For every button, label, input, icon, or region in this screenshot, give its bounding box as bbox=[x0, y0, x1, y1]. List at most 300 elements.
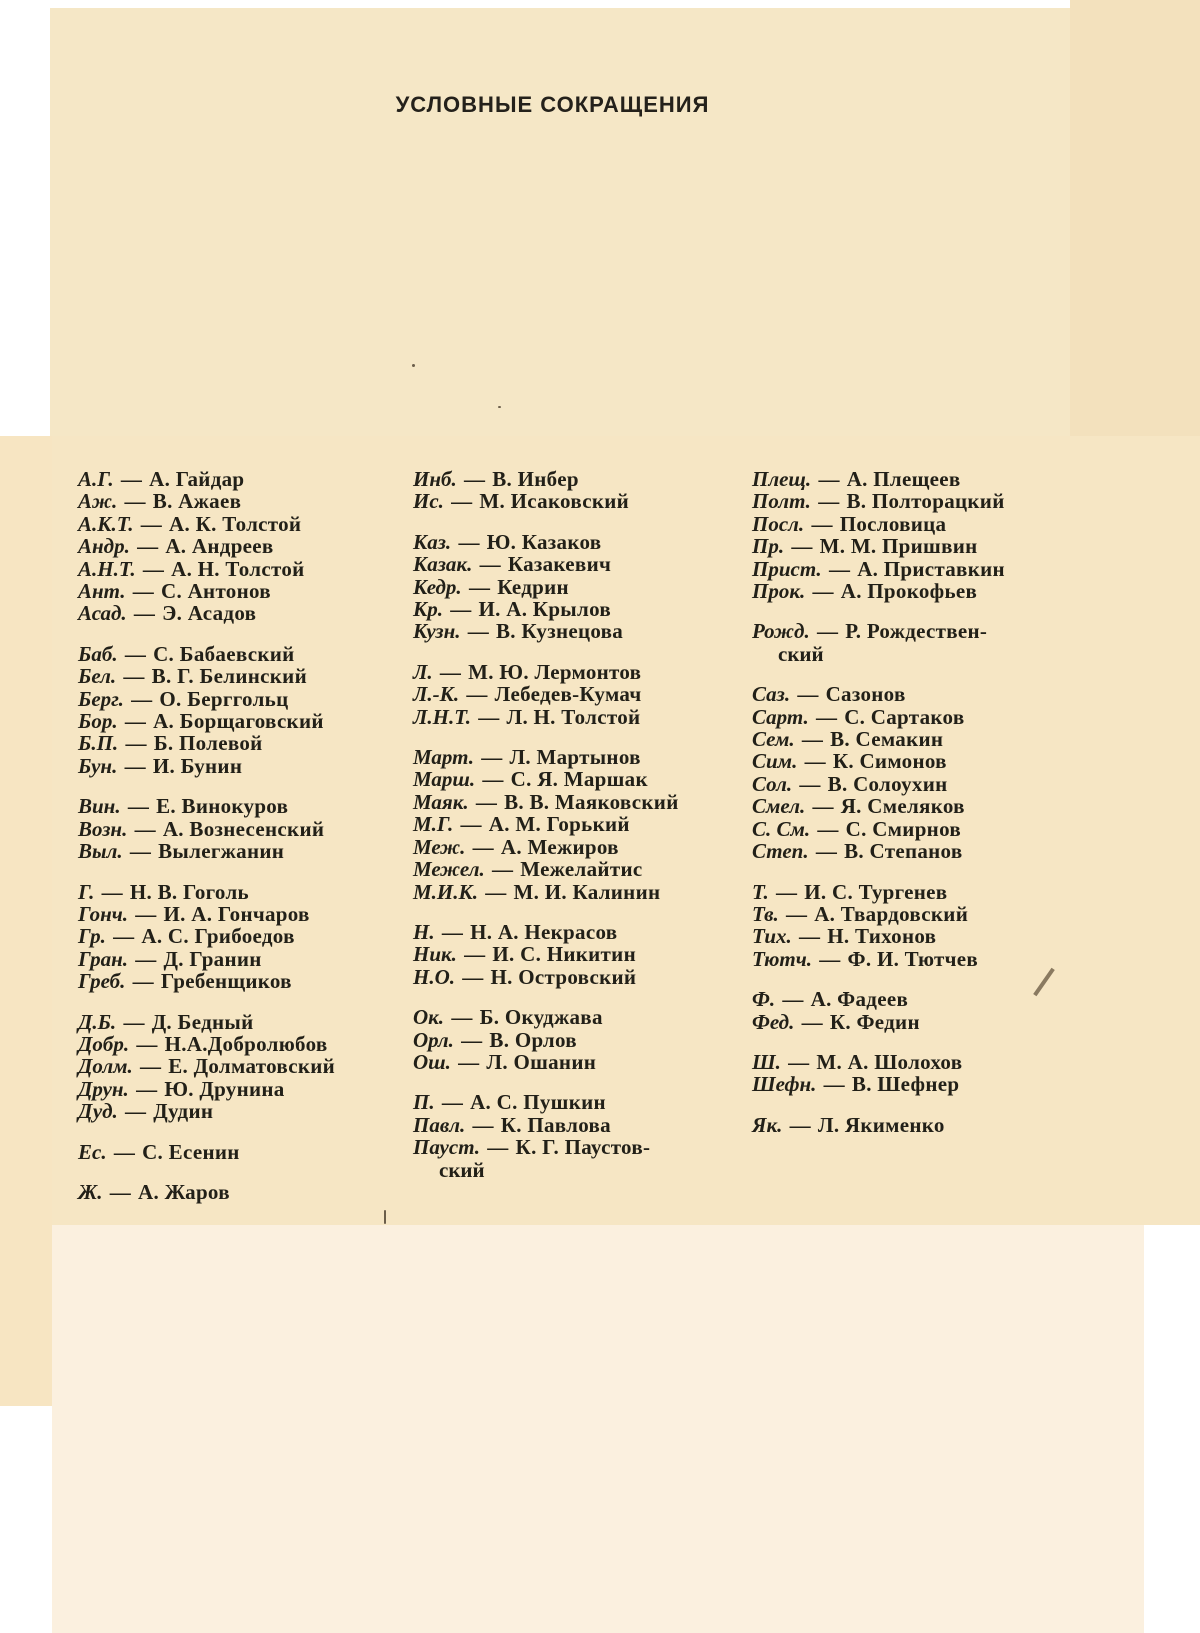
abbreviation-entry bbox=[752, 1114, 1052, 1136]
abbreviation-entry bbox=[78, 925, 378, 947]
abbreviations-column-3 bbox=[752, 468, 1052, 1154]
abbreviation-entry bbox=[413, 1029, 733, 1051]
abbreviation: Пр. bbox=[752, 534, 785, 559]
em-dash-separator: — bbox=[823, 556, 856, 581]
author-name: Дудин bbox=[153, 1099, 214, 1124]
author-name: С. Сартаков bbox=[844, 704, 965, 729]
abbreviation: Андр. bbox=[78, 534, 130, 559]
em-dash-separator: — bbox=[130, 901, 162, 926]
em-dash-separator: — bbox=[782, 1049, 815, 1074]
abbreviation: Каз. bbox=[413, 529, 452, 554]
abbreviation-entry bbox=[413, 1006, 733, 1028]
abbreviations-column-2 bbox=[413, 468, 733, 1199]
abbreviation-entry bbox=[78, 580, 378, 602]
abbreviation-entry bbox=[413, 490, 733, 512]
author-name: Л. Н. Толстой bbox=[506, 704, 641, 729]
abbreviation-entry bbox=[78, 1011, 378, 1033]
author-name: В. В. Маяковский bbox=[504, 789, 679, 814]
abbreviation-entry bbox=[78, 1181, 378, 1203]
em-dash-separator: — bbox=[473, 704, 505, 729]
abbreviation: Сол. bbox=[752, 771, 793, 796]
page-title: УСЛОВНЫЕ СОКРАЩЕНИЯ bbox=[395, 92, 710, 117]
em-dash-separator: — bbox=[807, 579, 839, 604]
em-dash-separator: — bbox=[434, 659, 467, 684]
em-dash-separator: — bbox=[436, 919, 469, 944]
abbreviation-entry bbox=[78, 468, 378, 490]
em-dash-separator: — bbox=[135, 511, 168, 536]
abbreviation-entry bbox=[413, 858, 733, 880]
author-name: В. Орлов bbox=[489, 1027, 577, 1052]
abbreviation-entry bbox=[752, 513, 1052, 535]
author-name-continuation: ский bbox=[439, 1157, 485, 1182]
abbreviation-entry bbox=[413, 553, 733, 575]
abbreviation-entry bbox=[752, 468, 1052, 490]
abbreviation: Меж. bbox=[413, 834, 466, 859]
em-dash-separator: — bbox=[818, 1072, 850, 1097]
em-dash-separator: — bbox=[806, 511, 838, 536]
abbreviation-entry bbox=[413, 836, 733, 858]
abbreviation-entry bbox=[413, 598, 733, 620]
author-name: В. Г. Белинский bbox=[151, 664, 307, 689]
abbreviation: Ник. bbox=[413, 942, 457, 967]
em-dash-separator: — bbox=[131, 534, 164, 559]
author-name: Казакевич bbox=[507, 552, 612, 577]
abbreviation: Плещ. bbox=[752, 467, 812, 491]
em-dash-separator: — bbox=[810, 704, 843, 729]
abbreviation: Степ. bbox=[752, 839, 809, 864]
abbreviation-entry bbox=[752, 1011, 1052, 1033]
abbreviation-group bbox=[413, 1006, 733, 1073]
abbreviation-entry bbox=[78, 710, 378, 732]
author-name: В. Шефнер bbox=[851, 1072, 960, 1097]
em-dash-separator: — bbox=[792, 682, 824, 707]
abbreviation: А.Н.Т. bbox=[78, 556, 136, 581]
abbreviation-entry bbox=[752, 881, 1052, 903]
abbreviation-entry bbox=[78, 513, 378, 535]
em-dash-separator: — bbox=[799, 749, 831, 774]
abbreviation: Тютч. bbox=[752, 946, 813, 971]
em-dash-separator: — bbox=[125, 686, 158, 711]
abbreviation: Ф. bbox=[752, 987, 776, 1012]
abbreviation-entry bbox=[78, 881, 378, 903]
abbreviation: Межел. bbox=[413, 857, 485, 882]
author-name: О. Берггольц bbox=[159, 686, 289, 711]
abbreviation-entry bbox=[752, 925, 1052, 947]
em-dash-separator: — bbox=[107, 924, 140, 949]
abbreviation: М.Г. bbox=[413, 812, 454, 837]
abbreviation-entry bbox=[752, 818, 1052, 840]
abbreviation-entry bbox=[78, 558, 378, 580]
abbreviation: Т. bbox=[752, 879, 769, 904]
abbreviation-group bbox=[78, 1181, 378, 1203]
em-dash-separator: — bbox=[118, 664, 150, 689]
abbreviation: С. См. bbox=[752, 816, 811, 841]
abbreviation: Саз. bbox=[752, 682, 791, 707]
em-dash-separator: — bbox=[470, 789, 503, 814]
abbreviation: Полт. bbox=[752, 489, 811, 514]
em-dash-separator: — bbox=[467, 1112, 499, 1137]
author-name: Я. Смеляков bbox=[840, 794, 965, 819]
abbreviation: Бор. bbox=[78, 709, 118, 734]
abbreviation: Рожд. bbox=[752, 619, 810, 644]
abbreviation-entry bbox=[752, 558, 1052, 580]
abbreviation: Марш. bbox=[413, 767, 476, 792]
em-dash-separator: — bbox=[796, 727, 829, 752]
em-dash-separator: — bbox=[122, 794, 155, 819]
em-dash-separator: — bbox=[486, 857, 519, 882]
author-name: И. Бунин bbox=[152, 753, 243, 778]
author-name: Л. Мартынов bbox=[509, 745, 641, 770]
abbreviation: Выл. bbox=[78, 839, 123, 864]
author-name: Л. Ошанин bbox=[486, 1049, 597, 1074]
abbreviation-entry bbox=[78, 1078, 378, 1100]
abbreviation-group bbox=[78, 795, 378, 862]
abbreviation: Ес. bbox=[78, 1139, 107, 1164]
abbreviation-entry bbox=[413, 468, 733, 490]
abbreviation-entry bbox=[78, 1055, 378, 1077]
author-name: А. Прокофьев bbox=[840, 579, 978, 604]
abbreviation: Шефн. bbox=[752, 1072, 817, 1097]
abbreviation-entry bbox=[413, 531, 733, 553]
abbreviation: Добр. bbox=[78, 1031, 130, 1056]
abbreviation-entry bbox=[78, 840, 378, 862]
abbreviation: Гонч. bbox=[78, 901, 129, 926]
abbreviation-entry bbox=[752, 795, 1052, 817]
author-name: А. Н. Толстой bbox=[171, 556, 305, 581]
abbreviation-entry bbox=[413, 1114, 733, 1136]
abbreviation-entry bbox=[413, 1051, 733, 1073]
author-name: А. К. Толстой bbox=[169, 511, 302, 536]
author-name: А. Фадеев bbox=[810, 987, 909, 1012]
abbreviation: Гран. bbox=[78, 946, 129, 971]
abbreviation: Вин. bbox=[78, 794, 121, 819]
author-name: Н. Тихонов bbox=[827, 924, 937, 949]
abbreviation: Н.О. bbox=[413, 964, 455, 989]
abbreviation: Кедр. bbox=[413, 574, 462, 599]
author-name: Кедрин bbox=[497, 574, 569, 599]
author-name: И. С. Никитин bbox=[492, 942, 636, 967]
author-name: В. Солоухин bbox=[827, 771, 948, 796]
em-dash-separator: — bbox=[807, 794, 839, 819]
abbreviation-entry bbox=[413, 683, 733, 705]
page-paper-left-edge bbox=[0, 436, 52, 1406]
author-name: К. Г. Паустов- bbox=[515, 1135, 651, 1160]
abbreviation: Маяк. bbox=[413, 789, 469, 814]
abbreviation: Пауст. bbox=[413, 1135, 481, 1160]
em-dash-separator: — bbox=[455, 812, 487, 837]
abbreviation: Дуд. bbox=[78, 1099, 118, 1124]
author-name: Е. Долматовский bbox=[168, 1054, 336, 1079]
author-name: С. Смирнов bbox=[845, 816, 961, 841]
abbreviation: Б.П. bbox=[78, 731, 119, 756]
author-name: А. Твардовский bbox=[814, 901, 969, 926]
author-name: Л. Якименко bbox=[817, 1112, 945, 1137]
em-dash-separator: — bbox=[784, 1112, 816, 1137]
abbreviation-entry bbox=[413, 943, 733, 965]
em-dash-separator: — bbox=[119, 1099, 152, 1124]
author-name: А. Вознесенский bbox=[162, 816, 325, 841]
abbreviation-group bbox=[413, 468, 733, 513]
em-dash-separator: — bbox=[108, 1139, 141, 1164]
author-name: В. Семакин bbox=[830, 727, 944, 752]
em-dash-separator: — bbox=[777, 987, 809, 1012]
abbreviation-entry bbox=[413, 881, 733, 903]
abbreviation: Г. bbox=[78, 879, 95, 904]
page-paper-bottom bbox=[52, 1225, 1144, 1633]
em-dash-separator: — bbox=[120, 731, 152, 756]
abbreviation-entry bbox=[752, 1051, 1052, 1073]
abbreviation-entry bbox=[78, 602, 378, 624]
abbreviation: Фед. bbox=[752, 1009, 795, 1034]
author-name: Д. Гранин bbox=[163, 946, 262, 971]
em-dash-separator: — bbox=[119, 709, 152, 734]
author-name: Д. Бедный bbox=[151, 1009, 254, 1034]
abbreviation-entry bbox=[78, 1033, 378, 1055]
abbreviation: Бел. bbox=[78, 664, 117, 689]
em-dash-separator: — bbox=[793, 924, 826, 949]
abbreviation-entry bbox=[413, 791, 733, 813]
abbreviation: Л. bbox=[413, 659, 433, 684]
em-dash-separator: — bbox=[474, 552, 506, 577]
author-name: Лебедев-Кумач bbox=[494, 682, 642, 707]
author-name: Н. Островский bbox=[490, 964, 637, 989]
author-name: К. Симонов bbox=[832, 749, 947, 774]
author-name: А. Жаров bbox=[138, 1179, 230, 1204]
em-dash-separator: — bbox=[463, 574, 496, 599]
abbreviation: Прист. bbox=[752, 556, 822, 581]
abbreviation-entry bbox=[752, 683, 1052, 705]
abbreviation: Гр. bbox=[78, 924, 106, 949]
author-name: Ю. Казаков bbox=[486, 529, 602, 554]
print-speck bbox=[412, 364, 415, 367]
em-dash-separator: — bbox=[124, 839, 157, 864]
abbreviation-entry bbox=[78, 818, 378, 840]
abbreviation-group bbox=[752, 683, 1052, 862]
em-dash-separator: — bbox=[96, 879, 128, 904]
em-dash-separator: — bbox=[128, 601, 161, 626]
abbreviation: Кр. bbox=[413, 597, 443, 622]
abbreviation: Н. bbox=[413, 919, 435, 944]
em-dash-separator: — bbox=[480, 879, 512, 904]
author-name: М. И. Калинин bbox=[513, 879, 661, 904]
author-name: Вылегжанин bbox=[158, 839, 285, 864]
author-name: В. Инбер bbox=[492, 467, 579, 491]
em-dash-separator: — bbox=[462, 619, 494, 644]
abbreviation-entry bbox=[78, 490, 378, 512]
abbreviation-group bbox=[413, 746, 733, 903]
em-dash-separator: — bbox=[118, 1009, 150, 1034]
author-name: М. А. Шолохов bbox=[816, 1049, 963, 1074]
em-dash-separator: — bbox=[137, 556, 170, 581]
abbreviation-group bbox=[752, 988, 1052, 1033]
abbreviation: Сем. bbox=[752, 727, 795, 752]
author-name: Межелайтис bbox=[520, 857, 643, 882]
print-speck bbox=[498, 406, 501, 408]
abbreviation: Л.-К. bbox=[413, 682, 460, 707]
abbreviation-entry bbox=[413, 921, 733, 943]
abbreviation-group bbox=[752, 1114, 1052, 1136]
page-paper-right-edge bbox=[1070, 0, 1200, 436]
abbreviation-group bbox=[78, 643, 378, 777]
abbreviation-entry bbox=[752, 948, 1052, 970]
abbreviation: Берг. bbox=[78, 686, 124, 711]
em-dash-separator: — bbox=[436, 1090, 469, 1115]
abbreviation-entry bbox=[78, 1141, 378, 1163]
abbreviation-entry bbox=[413, 1136, 733, 1158]
abbreviation-entry bbox=[752, 706, 1052, 728]
em-dash-separator: — bbox=[130, 1076, 163, 1101]
em-dash-separator: — bbox=[458, 467, 491, 491]
abbreviation-entry bbox=[752, 580, 1052, 602]
abbreviation: Сим. bbox=[752, 749, 798, 774]
author-name: А. Андреев bbox=[165, 534, 274, 559]
abbreviation-entry bbox=[413, 813, 733, 835]
abbreviation: Асад. bbox=[78, 601, 127, 626]
abbreviations-column-1 bbox=[78, 468, 378, 1221]
abbreviation-entry bbox=[752, 840, 1052, 862]
abbreviation: Аж. bbox=[78, 489, 118, 514]
abbreviation: Тих. bbox=[752, 924, 792, 949]
em-dash-separator: — bbox=[812, 489, 845, 514]
em-dash-separator: — bbox=[131, 1031, 163, 1056]
abbreviation: Казак. bbox=[413, 552, 473, 577]
abbreviation: Як. bbox=[752, 1112, 783, 1137]
em-dash-separator: — bbox=[467, 834, 499, 859]
abbreviation-group bbox=[752, 620, 1052, 665]
em-dash-separator: — bbox=[445, 489, 478, 514]
abbreviation-entry bbox=[78, 535, 378, 557]
author-name: Сазонов bbox=[825, 682, 906, 707]
em-dash-separator: — bbox=[458, 942, 491, 967]
abbreviation-entry bbox=[78, 795, 378, 817]
em-dash-separator: — bbox=[127, 579, 160, 604]
em-dash-separator: — bbox=[812, 816, 844, 841]
author-name: М. Ю. Лермонтов bbox=[468, 659, 642, 684]
abbreviation: Ант. bbox=[78, 579, 126, 604]
author-name: М. М. Пришвин bbox=[819, 534, 978, 559]
abbreviation: А.К.Т. bbox=[78, 511, 134, 536]
author-name: С. Бабаевский bbox=[153, 641, 295, 666]
author-name: Б. Полевой bbox=[153, 731, 263, 756]
abbreviation-group bbox=[78, 1141, 378, 1163]
em-dash-separator: — bbox=[119, 489, 151, 514]
em-dash-separator: — bbox=[455, 1027, 488, 1052]
abbreviation: Инб. bbox=[413, 467, 457, 491]
abbreviation-entry bbox=[413, 661, 733, 683]
author-name: А. М. Горький bbox=[488, 812, 630, 837]
abbreviation-group bbox=[752, 468, 1052, 602]
em-dash-separator: — bbox=[814, 946, 846, 971]
abbreviation: Павл. bbox=[413, 1112, 466, 1137]
abbreviation-entry bbox=[78, 755, 378, 777]
author-name: С. Есенин bbox=[142, 1139, 240, 1164]
abbreviation: Кузн. bbox=[413, 619, 461, 644]
author-name: Пословица bbox=[839, 511, 947, 536]
page-paper-top bbox=[50, 8, 1070, 436]
abbreviation-entry bbox=[413, 706, 733, 728]
author-name: К. Павлова bbox=[500, 1112, 611, 1137]
author-name: Гребенщиков bbox=[160, 969, 292, 994]
abbreviation-entry bbox=[78, 688, 378, 710]
abbreviation-entry bbox=[78, 665, 378, 687]
abbreviation-group bbox=[78, 468, 378, 625]
em-dash-separator: — bbox=[129, 816, 161, 841]
author-name: С. Я. Маршак bbox=[510, 767, 648, 792]
abbreviation: Тв. bbox=[752, 901, 779, 926]
abbreviation-entry bbox=[413, 620, 733, 642]
abbreviation: Прок. bbox=[752, 579, 806, 604]
author-name: И. А. Крылов bbox=[478, 597, 612, 622]
abbreviation-group bbox=[413, 921, 733, 988]
abbreviation: А.Г. bbox=[78, 467, 114, 491]
abbreviation: Долм. bbox=[78, 1054, 133, 1079]
em-dash-separator: — bbox=[770, 879, 803, 904]
abbreviation: Ок. bbox=[413, 1005, 445, 1030]
abbreviation: Баб. bbox=[78, 641, 118, 666]
em-dash-separator: — bbox=[457, 964, 489, 989]
em-dash-separator: — bbox=[130, 946, 162, 971]
abbreviation: Греб. bbox=[78, 969, 126, 994]
abbreviation-entry bbox=[413, 768, 733, 790]
author-name: И. А. Гончаров bbox=[163, 901, 310, 926]
abbreviation-entry bbox=[413, 746, 733, 768]
author-name: И. С. Тургенев bbox=[804, 879, 948, 904]
em-dash-separator: — bbox=[780, 901, 813, 926]
abbreviation-group bbox=[752, 881, 1052, 971]
abbreviation: Л.Н.Т. bbox=[413, 704, 471, 729]
abbreviation: Ш. bbox=[752, 1049, 781, 1074]
abbreviation-group bbox=[413, 1091, 733, 1181]
abbreviation: Март. bbox=[413, 745, 474, 770]
author-name: Р. Рождествен- bbox=[845, 619, 988, 644]
em-dash-separator: — bbox=[453, 529, 485, 554]
em-dash-separator: — bbox=[446, 1005, 478, 1030]
em-dash-separator: — bbox=[119, 641, 152, 666]
em-dash-separator: — bbox=[794, 771, 826, 796]
author-name: А. Приставкин bbox=[857, 556, 1005, 581]
author-name: А. Гайдар bbox=[149, 467, 245, 491]
em-dash-separator: — bbox=[810, 839, 843, 864]
em-dash-separator: — bbox=[475, 745, 508, 770]
author-name: А. Плещеев bbox=[846, 467, 961, 491]
abbreviation-entry bbox=[413, 966, 733, 988]
em-dash-separator: — bbox=[786, 534, 818, 559]
abbreviation-entry bbox=[752, 728, 1052, 750]
author-name: Н. А. Некрасов bbox=[470, 919, 618, 944]
author-name: В. Ажаев bbox=[152, 489, 242, 514]
author-name: Ю. Друнина bbox=[164, 1076, 285, 1101]
abbreviation: Смел. bbox=[752, 794, 806, 819]
author-name: Н. В. Гоголь bbox=[129, 879, 249, 904]
abbreviation-group bbox=[78, 1011, 378, 1123]
em-dash-separator: — bbox=[119, 753, 151, 778]
em-dash-separator: — bbox=[452, 1049, 485, 1074]
author-name: Ф. И. Тютчев bbox=[847, 946, 979, 971]
em-dash-separator: — bbox=[461, 682, 493, 707]
abbreviation-entry bbox=[752, 773, 1052, 795]
abbreviation-group bbox=[752, 1051, 1052, 1096]
author-name: К. Федин bbox=[829, 1009, 920, 1034]
author-name: Б. Окуджава bbox=[479, 1005, 603, 1030]
abbreviation: Ош. bbox=[413, 1049, 451, 1074]
abbreviation-entry bbox=[78, 948, 378, 970]
abbreviation: Возн. bbox=[78, 816, 128, 841]
em-dash-separator: — bbox=[127, 969, 159, 994]
abbreviation-entry bbox=[78, 970, 378, 992]
abbreviation: Ж. bbox=[78, 1179, 103, 1204]
abbreviation-entry bbox=[78, 903, 378, 925]
author-name: Н.А.Добролюбов bbox=[164, 1031, 328, 1056]
